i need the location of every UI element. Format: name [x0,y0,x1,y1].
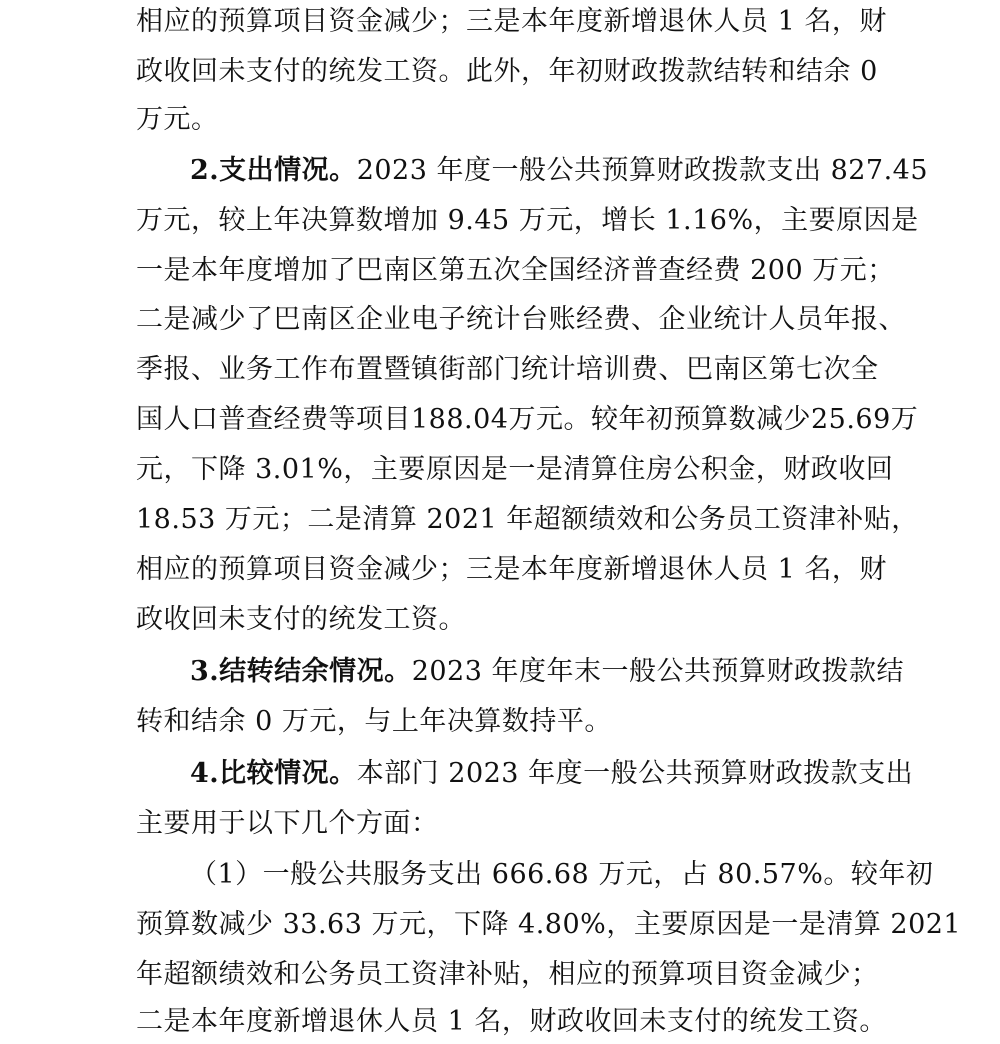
text-line: 政收回未支付的统发工资。 [136,604,466,635]
text-line: 一是本年度增加了巴南区第五次全国经济普查经费 200 万元； [136,255,895,286]
text-line: 国人口普查经费等项目188.04万元。较年初预算数减少25.69万 [136,404,919,435]
section-heading-comparison: 4.比较情况。本部门 2023 年度一般公共预算财政拨款支出 [190,758,914,789]
section-title: 2.支出情况。 [190,155,357,186]
text-line: 主要用于以下几个方面： [136,808,439,839]
text-line: 万元，较上年决算数增加 9.45 万元，增长 1.16%，主要原因是 [136,205,919,236]
text-line: 季报、业务工作布置暨镇街部门统计培训费、巴南区第七次全 [136,354,879,385]
text-line: 万元。 [136,104,219,135]
text-line: 二是减少了巴南区企业电子统计台账经费、企业统计人员年报、 [136,304,906,335]
section-title: 3.结转结余情况。 [190,656,412,687]
section-heading-carryover: 3.结转结余情况。2023 年度年末一般公共预算财政拨款结 [190,656,904,687]
list-item-1: （1）一般公共服务支出 666.68 万元，占 80.57%。较年初 [190,859,934,890]
text-line: 相应的预算项目资金减少；三是本年度新增退休人员 1 名，财 [136,554,887,585]
text-line: 二是本年度新增退休人员 1 名，财政收回未支付的统发工资。 [136,1006,887,1037]
section-heading-expenditure: 2.支出情况。2023 年度一般公共预算财政拨款支出 827.45 [190,155,929,186]
section-title: 4.比较情况。 [190,758,357,789]
text-line: 转和结余 0 万元，与上年决算数持平。 [136,706,612,737]
text-line: 政收回未支付的统发工资。此外，年初财政拨款结转和结余 0 [136,56,878,87]
text-line: 元，下降 3.01%，主要原因是一是清算住房公积金，财政收回 [136,454,894,485]
text-line: 相应的预算项目资金减少；三是本年度新增退休人员 1 名，财 [136,6,887,37]
text-line: 18.53 万元；二是清算 2021 年超额绩效和公务员工资津补贴， [136,504,919,535]
text-line: 年超额绩效和公务员工资津补贴，相应的预算项目资金减少； [136,959,879,990]
text-line: 预算数减少 33.63 万元，下降 4.80%，主要原因是一是清算 2021 [136,909,962,940]
